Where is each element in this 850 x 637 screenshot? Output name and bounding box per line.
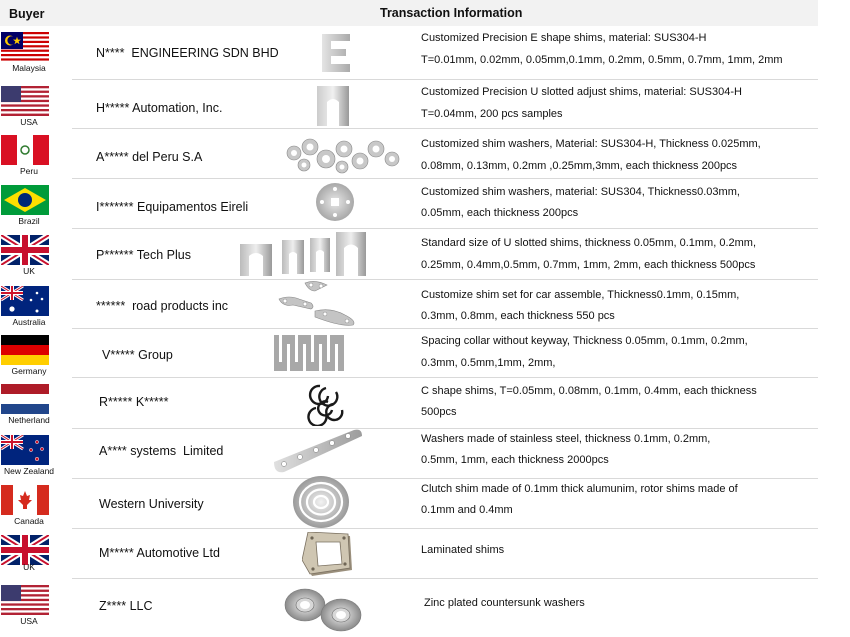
transaction-line: 0.3mm, 0.5mm,1mm, 2mm, <box>421 357 556 369</box>
country-label: UK <box>23 562 35 572</box>
transaction-line: C shape shims, T=0.05mm, 0.08mm, 0.1mm, 0.4mm, each thickness <box>421 385 757 397</box>
transaction-line: Customized Precision E shape shims, material: SUS304-H <box>421 32 707 44</box>
shim-set-icon <box>275 277 367 329</box>
table-row <box>0 26 818 80</box>
buyer-name: V***** Group <box>102 348 173 362</box>
transaction-line: Clutch shim made of 0.1mm thick alumunim, rotor shims made of <box>421 483 738 495</box>
stainless-washer-strip-icon <box>272 428 364 474</box>
country-label: USA <box>20 616 38 626</box>
table-row <box>0 429 818 479</box>
germany-flag-icon <box>1 335 49 365</box>
usa-flag-icon <box>1 86 49 116</box>
transaction-line: 0.5mm, 1mm, each thickness 2000pcs <box>421 454 609 466</box>
table-row <box>0 479 818 529</box>
country-label: Netherland <box>8 415 50 425</box>
uk-flag-icon <box>1 535 49 565</box>
uk-flag-icon <box>1 235 49 265</box>
country-label: Brazil <box>18 216 40 226</box>
buyer-name: P****** Tech Plus <box>96 248 191 262</box>
transaction-line: 0.05mm, each thickness 200pcs <box>421 207 579 219</box>
table-row <box>0 280 818 329</box>
transaction-column-header: Transaction Information <box>380 6 523 20</box>
country-label: Germany <box>11 366 47 376</box>
buyer-name: ****** road products inc <box>96 299 229 313</box>
transaction-line: Customized shim washers, Material: SUS304-H, Thickness 0.025mm, <box>421 138 761 150</box>
buyer-name: M***** Automotive Ltd <box>99 546 220 560</box>
buyer-name: A**** systems Limited <box>99 444 224 458</box>
buyer-name: I******* Equipamentos Eireli <box>96 200 249 214</box>
country-label: Australia <box>12 317 46 327</box>
new-zealand-flag-icon <box>1 435 49 465</box>
transaction-line: 0.1mm and 0.4mm <box>421 504 513 516</box>
u-slotted-shim-icon <box>315 86 351 126</box>
e-shape-shim-icon <box>322 34 350 72</box>
buyer-name: Western University <box>99 497 204 511</box>
table-row <box>0 80 818 129</box>
transaction-line: T=0.04mm, 200 pcs samples <box>421 108 563 120</box>
transaction-line: 500pcs <box>421 406 457 418</box>
transaction-line: Spacing collar without keyway, Thickness 0.05mm, 0.1mm, 0.2mm, <box>421 335 748 347</box>
transaction-line: Customized Precision U slotted adjust shims, material: SUS304-H <box>421 86 742 98</box>
country-label: Malaysia <box>12 63 46 73</box>
clutch-shim-icon <box>292 475 350 529</box>
buyer-name: N**** ENGINEERING SDN BHD <box>96 46 279 60</box>
usa-flag-icon <box>1 585 49 615</box>
peru-flag-icon <box>1 135 49 165</box>
table-row <box>0 129 818 179</box>
country-label: New Zealand <box>3 466 55 476</box>
country-label: UK <box>23 266 35 276</box>
laminated-shim-icon <box>302 532 354 578</box>
transaction-line: Customize shim set for car assemble, Thickness0.1mm, 0.15mm, <box>421 289 740 301</box>
transaction-line: 0.08mm, 0.13mm, 0.2mm ,0.25mm,3mm, each thickness 200pcs <box>421 160 738 172</box>
table-header <box>0 0 818 26</box>
brazil-flag-icon <box>1 185 49 215</box>
buyer-name: R***** K***** <box>99 395 169 409</box>
buyer-column-header: Buyer <box>9 7 45 21</box>
transaction-line: Customized shim washers, material: SUS304, Thickness0.03mm, <box>421 186 740 198</box>
country-label: USA <box>20 117 38 127</box>
transaction-line: Laminated shims <box>421 544 505 556</box>
australia-flag-icon <box>1 286 49 316</box>
table-row <box>0 229 818 280</box>
malaysia-flag-icon <box>1 32 49 62</box>
netherlands-flag-icon <box>1 384 49 414</box>
spacing-collar-icon <box>274 335 344 371</box>
buyer-name: A***** del Peru S.A <box>96 150 203 164</box>
table-row <box>0 378 818 429</box>
table-row <box>0 179 818 229</box>
transaction-line: Zinc plated countersunk washers <box>424 597 585 609</box>
countersunk-washers-icon <box>283 585 363 633</box>
transaction-line: 0.3mm, 0.8mm, each thickness 550 pcs <box>421 310 615 322</box>
table-row <box>0 579 818 637</box>
shim-washers-icon <box>280 135 404 175</box>
buyer-name: H***** Automation, Inc. <box>96 101 223 115</box>
country-label: Peru <box>20 166 38 176</box>
transaction-line: T=0.01mm, 0.02mm, 0.05mm,0.1mm, 0.2mm, 0.5mm, 0.7mm, 1mm, 2mm <box>421 54 783 66</box>
canada-flag-icon <box>1 485 49 515</box>
country-label: Canada <box>14 516 44 526</box>
table-row <box>0 329 818 378</box>
transaction-line: Washers made of stainless steel, thickness 0.1mm, 0.2mm, <box>421 433 711 445</box>
shim-washer-disc-icon <box>315 182 355 222</box>
c-shape-shims-icon <box>298 380 354 426</box>
table-row <box>0 529 818 579</box>
transaction-line: 0.25mm, 0.4mm,0.5mm, 0.7mm, 1mm, 2mm, each thickness 500pcs <box>421 259 756 271</box>
u-slotted-shims-icon <box>238 232 366 276</box>
transaction-line: Standard size of U slotted shims, thickness 0.05mm, 0.1mm, 0.2mm, <box>421 237 757 249</box>
buyer-name: Z**** LLC <box>99 599 153 613</box>
